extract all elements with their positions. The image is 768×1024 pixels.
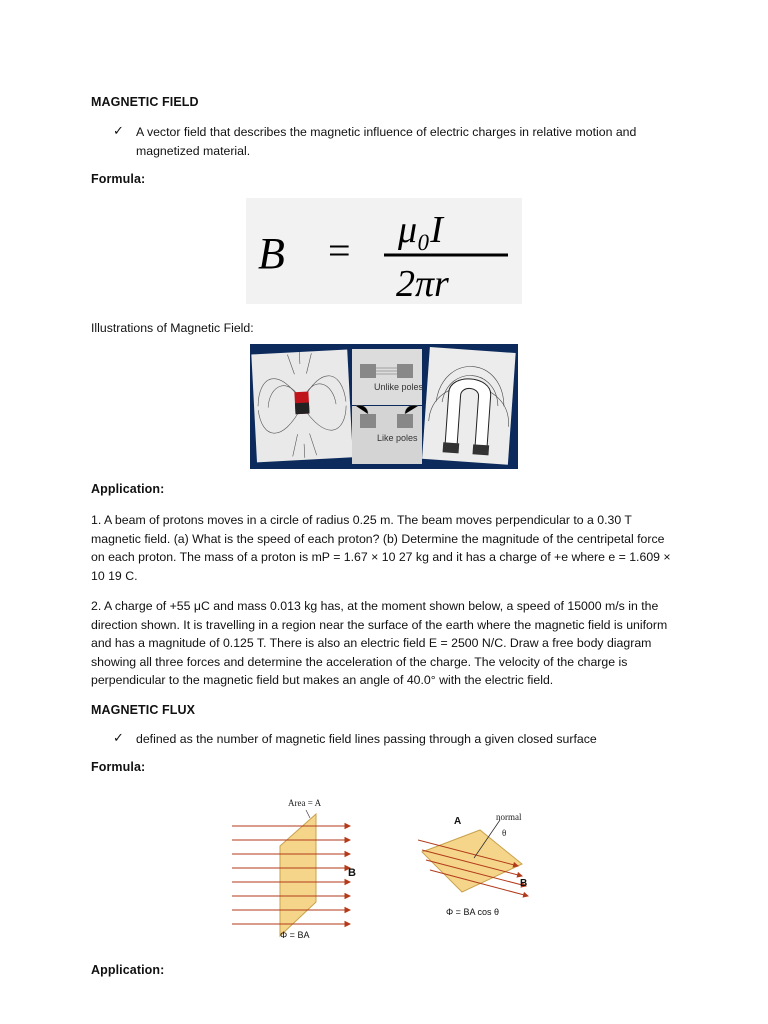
magnetic-field-formula-image	[246, 198, 522, 304]
section-title-magnetic-field: MAGNETIC FIELD	[91, 95, 199, 109]
problem-1: 1. A beam of protons moves in a circle of radius 0.25 m. The beam moves perpendicular to a 0.30 T magnetic field. (a) What is the speed of each proton? (b) Determine the magnitude of the centripetal force on each proton. The mass of a proton is mP = 1.67 × 10 27 kg and it has a charge of +e where e = 1.609 × 10 19 C.	[91, 513, 671, 583]
magnetic-field-definition: A vector field that describes the magnetic influence of electric charges in relative motion and magnetized material.	[136, 125, 637, 158]
field-b-label: B	[348, 867, 356, 879]
section-title-magnetic-flux: MAGNETIC FLUX	[91, 703, 196, 717]
checkmark-icon: ✓	[113, 730, 124, 745]
application-label: Application:	[91, 482, 165, 496]
normal-label: normal	[496, 812, 522, 822]
problem-2: 2. A charge of +55 μC and mass 0.013 kg has, at the moment shown below, a speed of 15000 m/s in the direction shown. It is travelling in a region near the surface of the earth where the magnetic field is uniform and has a magnitude of 0.125 T. There is also an electric field E = 2500 N/C. Draw a free body diagram showing all three forces and determine the acceleration of the charge. The velocity of the charge is perpendicular to the magnetic field but makes an angle of 40.0° with the electric field.	[91, 599, 668, 688]
formula-lhs: B	[258, 229, 285, 278]
formula-numerator: μ₀I	[398, 209, 443, 251]
unlike-poles-label: Unlike poles	[374, 382, 424, 392]
like-poles-label: Like poles	[377, 433, 418, 443]
flux-application-label: Application:	[91, 963, 165, 977]
flux-formula-label: Formula:	[91, 760, 146, 774]
formula-equals: =	[328, 228, 351, 273]
field-b-label-right: B	[520, 878, 528, 889]
checkmark-icon: ✓	[113, 123, 124, 138]
flux-caption-right: Φ = BA cos θ	[446, 907, 499, 917]
plane-a-label: A	[454, 816, 462, 827]
flux-figure-angled	[418, 810, 538, 920]
flux-caption-left: Φ = BA	[280, 930, 310, 940]
illustrations-label: Illustrations of Magnetic Field:	[91, 321, 254, 335]
formula-denominator: 2πr	[396, 263, 449, 304]
magnetic-field-illustration	[250, 344, 518, 469]
magnetic-flux-definition: defined as the number of magnetic field lines passing through a given closed surface	[136, 732, 597, 746]
formula-label: Formula:	[91, 172, 146, 186]
area-label: Area = A	[288, 798, 322, 808]
theta-label: θ	[502, 828, 507, 838]
flux-figure-perpendicular	[230, 788, 368, 943]
